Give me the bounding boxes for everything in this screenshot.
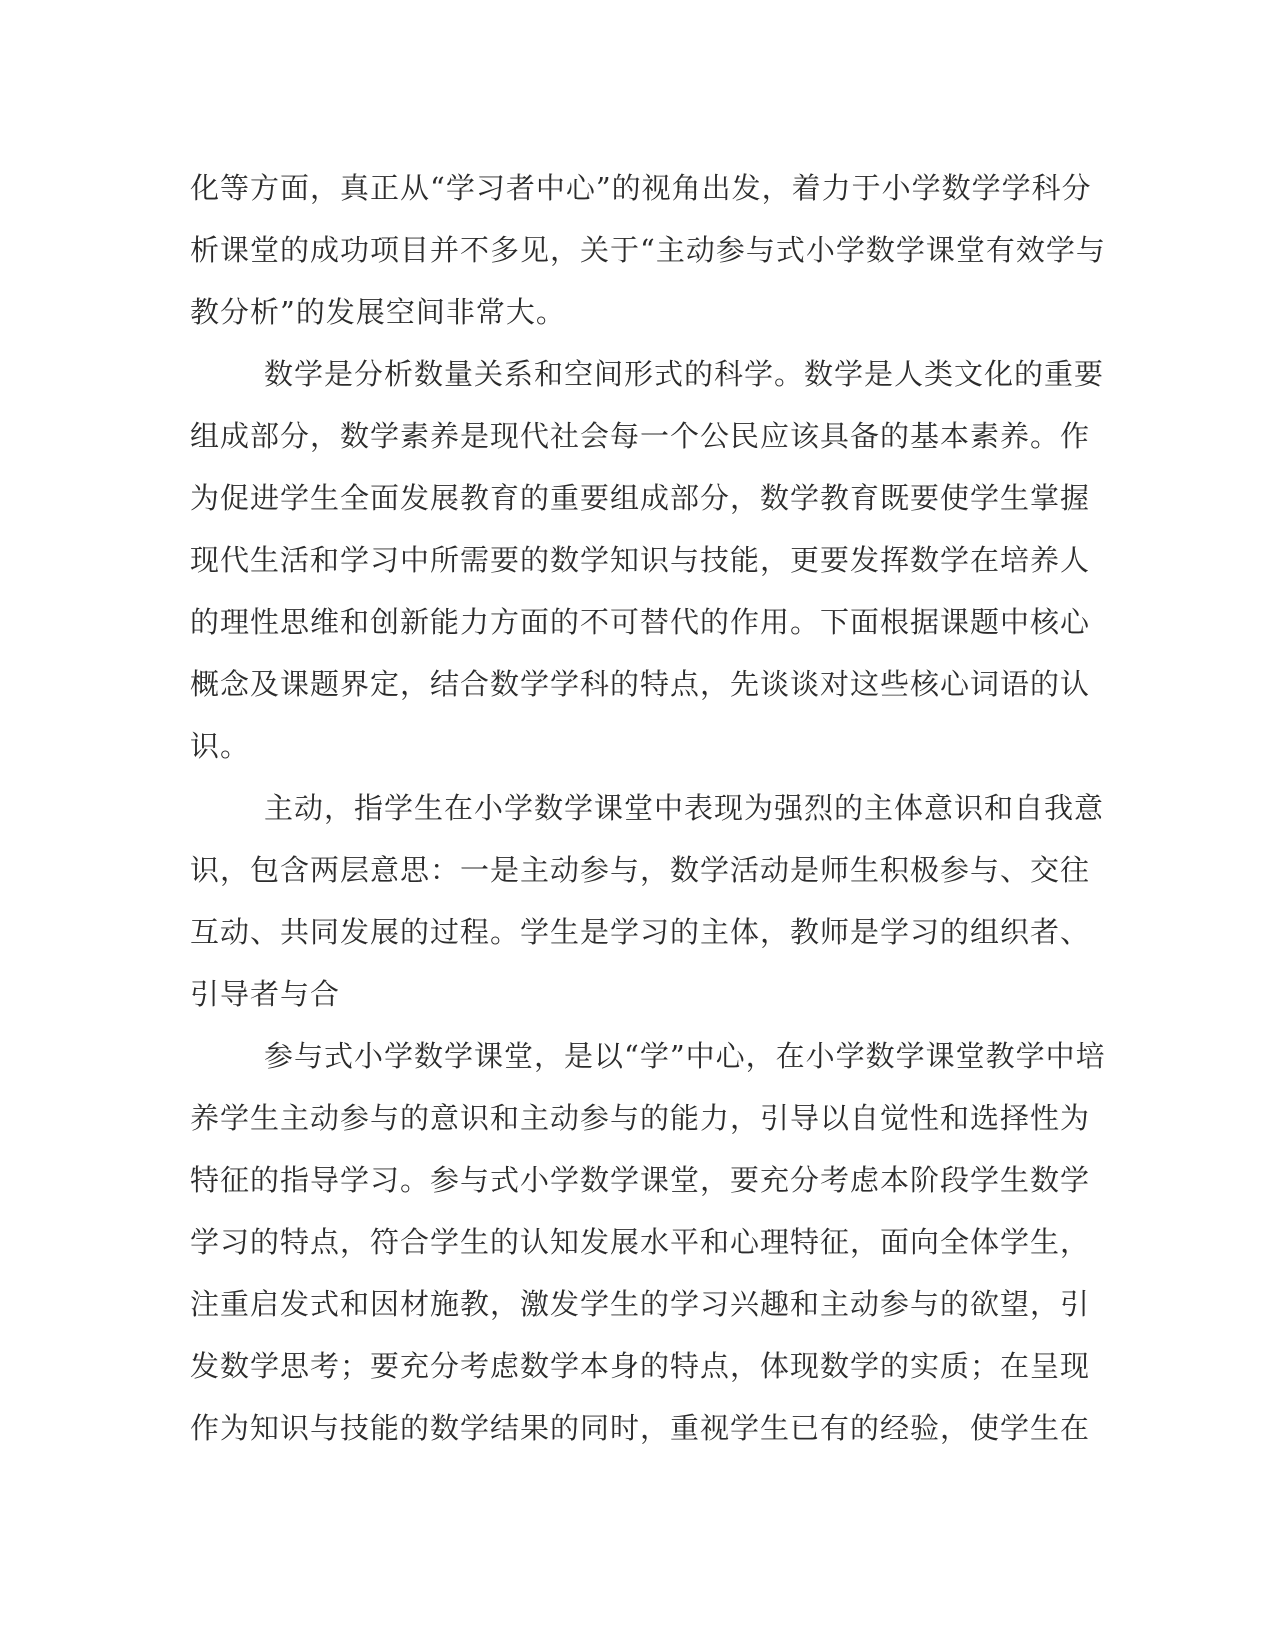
- text-line: 主动，指学生在小学数学课堂中表现为强烈的主体意识和自我意: [264, 791, 1105, 825]
- paragraph: [190, 343, 1105, 777]
- text-line: 学习的特点，符合学生的认知发展水平和心理特征，面向全体学生，: [190, 1225, 1091, 1259]
- text-line: 特征的指导学习。参与式小学数学课堂，要充分考虑本阶段学生数学: [190, 1163, 1091, 1197]
- text-line: 为促进学生全面发展教育的重要组成部分，数学教育既要使学生掌握: [190, 481, 1091, 515]
- text-line: 现代生活和学习中所需要的数学知识与技能，更要发挥数学在培养人: [190, 543, 1091, 577]
- text-line: 化等方面，真正从“学习者中心”的视角出发，着力于小学数学学科分: [190, 171, 1092, 205]
- text-line: 作为知识与技能的数学结果的同时，重视学生已有的经验，使学生在: [190, 1411, 1091, 1445]
- text-line: 教分析”的发展空间非常大。: [190, 295, 566, 329]
- text-line: 注重启发式和因材施教，激发学生的学习兴趣和主动参与的欲望，引: [190, 1287, 1091, 1321]
- text-line: 概念及课题界定，结合数学学科的特点，先谈谈对这些核心词语的认: [190, 667, 1091, 701]
- document-body: [190, 157, 1106, 1459]
- text-line: 的理性思维和创新能力方面的不可替代的作用。下面根据课题中核心: [190, 605, 1091, 639]
- text-line: 识。: [190, 729, 251, 763]
- text-line: 组成部分，数学素养是现代社会每一个公民应该具备的基本素养。作: [190, 419, 1091, 453]
- text-line: 数学是分析数量关系和空间形式的科学。数学是人类文化的重要: [264, 357, 1105, 391]
- text-line: 引导者与合: [190, 977, 341, 1011]
- text-line: 析课堂的成功项目并不多见，关于“主动参与式小学数学课堂有效学与: [190, 233, 1106, 267]
- paragraph: [190, 1025, 1106, 1459]
- text-line: 识，包含两层意思：一是主动参与，数学活动是师生积极参与、交往: [190, 853, 1091, 887]
- paragraph: [190, 777, 1105, 1025]
- text-line: 养学生主动参与的意识和主动参与的能力，引导以自觉性和选择性为: [190, 1101, 1091, 1135]
- text-line: 发数学思考；要充分考虑数学本身的特点，体现数学的实质；在呈现: [190, 1349, 1091, 1383]
- text-line: 互动、共同发展的过程。学生是学习的主体，教师是学习的组织者、: [190, 915, 1091, 949]
- paragraph: [190, 157, 1106, 343]
- text-line: 参与式小学数学课堂，是以“学”中心，在小学数学课堂教学中培: [264, 1039, 1106, 1073]
